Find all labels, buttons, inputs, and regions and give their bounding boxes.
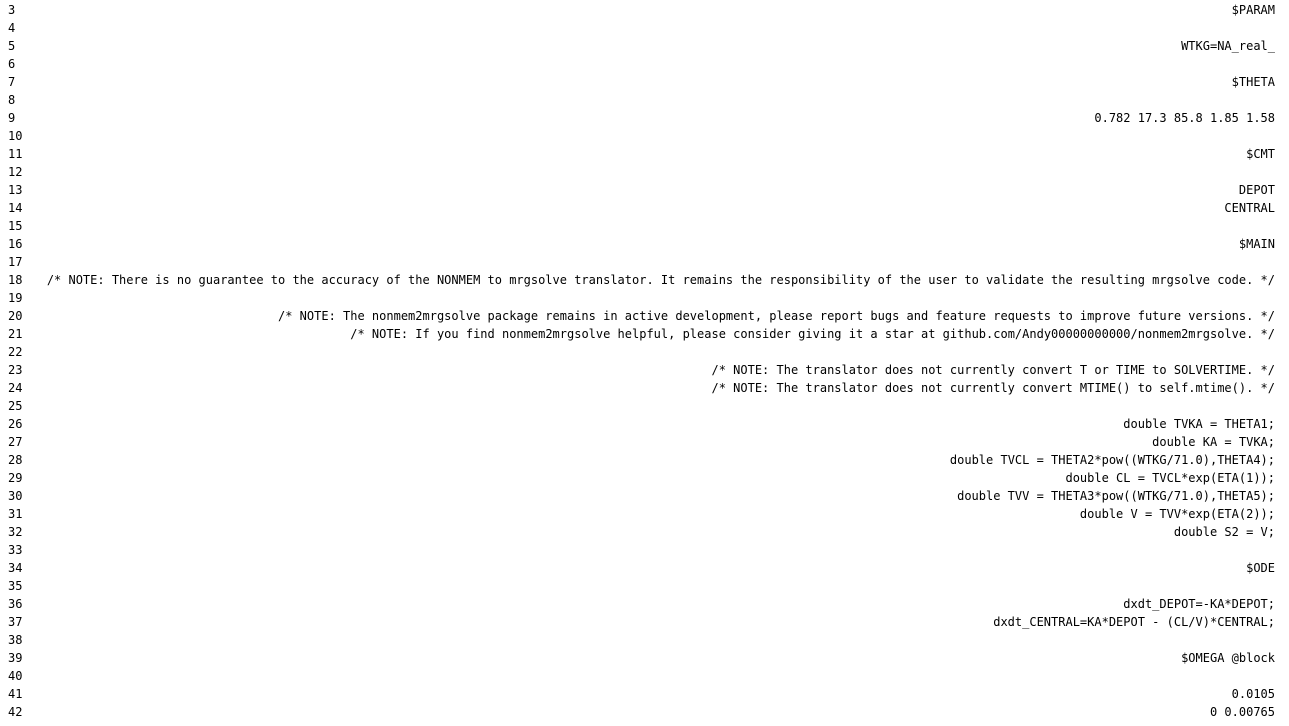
line-number: 3 [8,3,16,17]
line-text: double TVV = THETA3*pow((WTKG/71.0),THETA5); [957,489,1275,503]
code-line[interactable] [0,505,1289,523]
line-number: 27 [8,435,23,449]
line-number: 28 [8,453,23,467]
code-line[interactable] [0,37,1289,55]
line-number: 36 [8,597,23,611]
code-line[interactable] [0,73,1289,91]
line-text: $ODE [1246,561,1275,575]
line-text: 0.782 17.3 85.8 1.85 1.58 [1094,111,1275,125]
line-text: WTKG=NA_real_ [1181,39,1275,53]
code-line[interactable] [0,469,1289,487]
code-line[interactable] [0,361,1289,379]
code-editor[interactable] [0,1,1289,721]
code-line[interactable] [0,199,1289,217]
line-number: 37 [8,615,23,629]
line-number: 19 [8,291,23,305]
line-number: 23 [8,363,23,377]
line-text: CENTRAL [1224,201,1275,215]
line-number: 5 [8,39,16,53]
line-text: $OMEGA @block [1181,651,1275,665]
code-line[interactable] [0,19,1289,37]
code-line[interactable] [0,289,1289,307]
code-line[interactable] [0,1,1289,19]
code-line[interactable] [0,577,1289,595]
code-line[interactable] [0,343,1289,361]
code-line[interactable] [0,541,1289,559]
line-number: 22 [8,345,23,359]
line-number: 7 [8,75,16,89]
code-line[interactable] [0,649,1289,667]
line-number: 31 [8,507,23,521]
code-line[interactable] [0,451,1289,469]
line-number: 32 [8,525,23,539]
line-number: 10 [8,129,23,143]
line-number: 14 [8,201,23,215]
line-number: 11 [8,147,23,161]
line-number: 29 [8,471,23,485]
code-line[interactable] [0,55,1289,73]
code-line[interactable] [0,181,1289,199]
line-text: 0.0105 [1231,687,1275,701]
line-number: 40 [8,669,23,683]
line-number: 18 [8,273,23,287]
code-line[interactable] [0,325,1289,343]
line-text: $MAIN [1238,237,1275,251]
code-line[interactable] [0,91,1289,109]
code-line[interactable] [0,109,1289,127]
line-text: dxdt_CENTRAL=KA*DEPOT - (CL/V)*CENTRAL; [993,615,1275,629]
code-line[interactable] [0,271,1289,289]
line-text: double KA = TVKA; [1152,435,1275,449]
line-number: 33 [8,543,23,557]
code-line[interactable] [0,397,1289,415]
code-line[interactable] [0,559,1289,577]
line-text: $THETA [1231,75,1275,89]
line-number: 34 [8,561,23,575]
line-text: /* NOTE: The nonmem2mrgsolve package remains in active development, please report bugs and feature requests to improve future versions. */ [278,309,1275,323]
line-number: 16 [8,237,23,251]
line-text: double S2 = V; [1173,525,1275,539]
line-number: 13 [8,183,23,197]
line-number: 38 [8,633,23,647]
code-line[interactable] [0,163,1289,181]
line-text: dxdt_DEPOT=-KA*DEPOT; [1123,597,1275,611]
line-text: double TVCL = THETA2*pow((WTKG/71.0),THETA4); [949,453,1275,467]
line-text: /* NOTE: There is no guarantee to the accuracy of the NONMEM to mrgsolve translator. It remains the responsibility of the user to validate the resulting mrgsolve code. */ [46,273,1275,287]
code-line[interactable] [0,379,1289,397]
line-number: 4 [8,21,16,35]
line-text: double V = TVV*exp(ETA(2)); [1079,507,1275,521]
code-line[interactable] [0,703,1289,721]
line-number: 8 [8,93,16,107]
code-line[interactable] [0,145,1289,163]
line-text: /* NOTE: The translator does not currently convert MTIME() to self.mtime(). */ [711,381,1275,395]
line-number: 26 [8,417,23,431]
line-number: 9 [8,111,16,125]
code-line[interactable] [0,235,1289,253]
line-number: 6 [8,57,16,71]
line-number: 15 [8,219,23,233]
code-line[interactable] [0,487,1289,505]
code-line[interactable] [0,415,1289,433]
line-text: /* NOTE: If you find nonmem2mrgsolve helpful, please consider giving it a star at github.com/Andy00000000000/nonmem2mrgsolve. */ [350,327,1275,341]
code-line[interactable] [0,595,1289,613]
code-line[interactable] [0,127,1289,145]
line-number: 24 [8,381,23,395]
line-number: 39 [8,651,23,665]
code-line[interactable] [0,631,1289,649]
line-text: $PARAM [1231,3,1275,17]
line-text: $CMT [1246,147,1275,161]
code-line[interactable] [0,433,1289,451]
line-text: DEPOT [1238,183,1275,197]
code-line[interactable] [0,307,1289,325]
code-line[interactable] [0,685,1289,703]
line-number: 35 [8,579,23,593]
code-line[interactable] [0,523,1289,541]
line-number: 25 [8,399,23,413]
line-text: double CL = TVCL*exp(ETA(1)); [1065,471,1275,485]
line-number: 30 [8,489,23,503]
line-text: 0 0.00765 [1209,705,1275,719]
code-line[interactable] [0,667,1289,685]
line-number: 21 [8,327,23,341]
line-number: 12 [8,165,23,179]
code-line[interactable] [0,253,1289,271]
line-number: 41 [8,687,23,701]
line-number: 42 [8,705,23,719]
line-text: double TVKA = THETA1; [1123,417,1275,431]
line-number: 17 [8,255,23,269]
line-text: /* NOTE: The translator does not currently convert T or TIME to SOLVERTIME. */ [711,363,1275,377]
line-number: 20 [8,309,23,323]
code-line[interactable] [0,217,1289,235]
code-line[interactable] [0,613,1289,631]
